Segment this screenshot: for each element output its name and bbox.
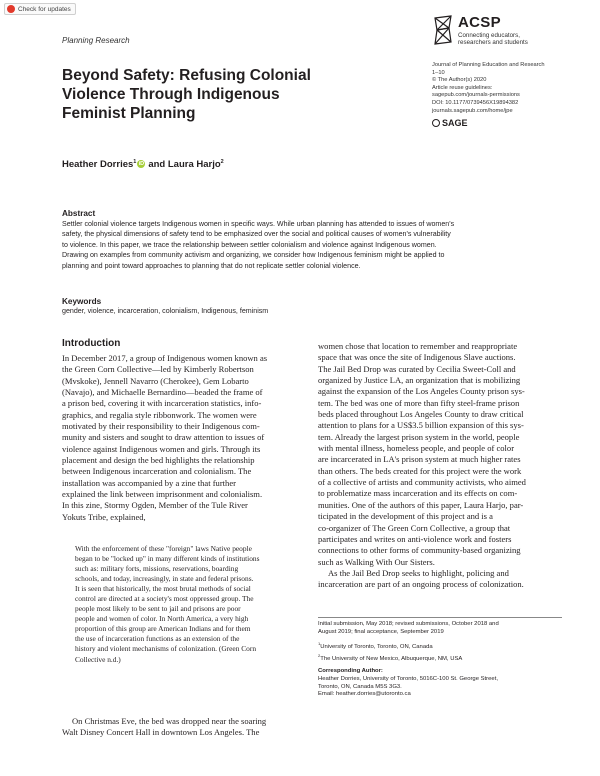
footnote-divider [318, 617, 562, 618]
body-line: space that was once the site of Indigenous Slave auctions. [318, 352, 516, 363]
body-line: participates and writes on anti-violence work and fosters [318, 533, 512, 544]
quote-line: proportion of this group are American Indians and for them [75, 624, 251, 634]
body-line: a prison bed, covering it with incarceration statistics, info- [62, 398, 262, 409]
abstract-line: safety, the physical dimensions of safety tend to be emphasized over the social and political causes of women's vulnerability [62, 230, 451, 239]
sage-logo [432, 118, 468, 128]
body-line: with mental illness, homeless people, and people of color [318, 443, 515, 454]
permissions-link[interactable]: sagepub.com/journals-permissions [432, 92, 520, 99]
body-line: than others. The beds created for this project were the work [318, 465, 522, 476]
title-line: Violence Through Indigenous [62, 86, 280, 103]
body-line: organized by Justice LA, an organization that is mobilizing [318, 375, 521, 386]
body-line: tem. Already the largest prison system in the world, people [318, 431, 520, 442]
affiliation-2-marker: 2 [318, 652, 321, 658]
abstract-line: Settler colonial violence targets Indigenous women in specific ways. While urban planning has attended to issues of women's [62, 220, 455, 228]
body-line: the Green Corn Collective—led by Kimberly Robertson [62, 364, 254, 375]
quote-line: history and violent mechanisms of colonization. (Green Corn [75, 644, 257, 654]
body-line: tem. The bed was one of more than fifty steel-frame prison [318, 397, 520, 408]
title-line: Beyond Safety: Refusing Colonial [62, 67, 311, 84]
body-line: against the expansion of the Los Angeles County prison sys- [318, 386, 525, 397]
right-column-paragraph [318, 341, 562, 591]
body-line: co-organizer of The Green Corn Collective, a group that [318, 522, 511, 533]
acsp-logo-icon [432, 14, 454, 46]
body-line: munity and sisters and sought to draw attention to issues of [62, 432, 265, 443]
abstract-line: Drawing on examples from community activism and organizing, we consider how Indigenous feminism might be applied to [62, 251, 445, 260]
title-line: Feminist Planning [62, 105, 196, 122]
abstract-heading: Abstract [62, 209, 96, 218]
submission-line: Initial submission, May 2018; revised submissions, October 2018 and [318, 621, 499, 627]
affiliation-1-marker: 1 [318, 641, 321, 647]
body-line: installation was accompanied by a zine that further [62, 477, 236, 488]
quote-line: such as: military forts, missions, reservations, boarding [75, 564, 239, 574]
authors [62, 159, 224, 170]
introduction-heading: Introduction [62, 338, 121, 349]
author-1-name: Heather Dorries [62, 159, 134, 170]
author-1-affiliation: 1 [133, 159, 137, 165]
body-line: graphics, and regalia style ribbonwork. The women were [62, 409, 257, 420]
corresponding-line: Toronto, ON, Canada M5S 3G3. [318, 683, 402, 690]
quote-line: With the enforcement of these "foreign" laws Native people [75, 544, 252, 553]
quote-line: Collective n.d.) [75, 654, 121, 664]
body-line: munities. One of the authors of this paper, Laura Harjo, par- [318, 499, 524, 510]
article-title [62, 66, 362, 123]
abstract-line: to violence. In this paper, we trace the relationship between settler colonialism and violence against Indigenous women. [62, 240, 437, 249]
abstract-line: planning and point toward approaches to planning that do not replicate settler colonial violence. [62, 261, 361, 270]
body-line: As the Jail Bed Drop seeks to highlight, policing and [328, 567, 509, 578]
sage-label: SAGE [442, 118, 468, 128]
left-column-paragraph [62, 353, 300, 523]
quote-line: It is seen that historically, the most brutal methods of social [75, 584, 251, 594]
acsp-name: ACSP [458, 14, 501, 31]
block-quote [75, 544, 299, 665]
quote-line: schools, and today, increasingly, in state and federal prisons. [75, 574, 254, 584]
body-line: beds placed throughout Los Angeles County to draw critical [318, 409, 524, 420]
doi[interactable]: DOI: 10.1177/0739456X19894382 [432, 99, 519, 106]
corresponding-line: Heather Dorries, University of Toronto, 5016C-100 St. George Street, [318, 675, 498, 682]
quote-line: people and women of color. In North America, a very high [75, 614, 249, 624]
affiliation-1 [318, 640, 562, 652]
body-line: of a collective of artists and community activists, who aimed [318, 477, 526, 488]
body-line: In December 2017, a group of Indigenous women known as [62, 353, 268, 363]
submission-line: August 2019; final acceptance, September 2019 [318, 628, 444, 635]
quote-line: people most likely to be sent to jail and prisons are poor [75, 604, 241, 614]
quote-line: control are directed at a society's most oppressed group. The [75, 594, 254, 604]
corresponding-author-heading: Corresponding Author: [318, 668, 383, 675]
acsp-tagline-2: researchers and students [458, 39, 528, 46]
check-for-updates-badge[interactable] [4, 3, 76, 15]
body-line: are incarcerated in LA's prison system at much higher rates [318, 454, 521, 465]
body-line: On Christmas Eve, the bed was dropped near the soaring [72, 716, 267, 726]
sage-ring-icon [432, 119, 440, 127]
author-2-affiliation: 2 [220, 159, 224, 165]
orcid-icon[interactable]: iD [138, 161, 145, 167]
journal-full-name: Journal of Planning Education and Research [432, 62, 545, 68]
body-line: motivated by their responsibility to their Indigenous com- [62, 421, 260, 432]
affiliation-1-text: University of Toronto, Toronto, ON, Canada [320, 644, 433, 651]
body-line: incarceration are part of an ongoing process of colonization. [318, 579, 524, 590]
check-updates-icon [7, 5, 15, 13]
quote-line: the use of incarceration functions as an extension of the [75, 634, 240, 644]
body-line: connections to other forms of community-based organizing [318, 545, 521, 556]
page-range: 1–10 [432, 69, 445, 76]
body-line: violence against Indigenous women and girls. Through its [62, 443, 261, 454]
body-line: Walt Disney Concert Hall in downtown Los Angeles. The [62, 727, 260, 738]
body-line: In this zine, Stormy Ogden, Member of the Tule River [62, 500, 248, 511]
reuse-guidelines-label: Article reuse guidelines: [432, 84, 493, 91]
body-line: (Mvskoke), Jennell Navarro (Cherokee), Gem Lobarto [62, 375, 249, 386]
body-line: such as Walking With Our Sisters. [318, 556, 435, 567]
journal-home-link[interactable]: journals.sagepub.com/home/jpe [432, 107, 513, 114]
abstract-text [62, 219, 558, 271]
body-line: Yokuts Tribe, explained, [62, 511, 146, 522]
acsp-logo [432, 14, 582, 56]
corresponding-email[interactable]: Email: heather.dorries@utoronto.ca [318, 691, 411, 698]
keywords-heading: Keywords [62, 297, 102, 306]
quote-line: began to be "locked up" in many different kinds of institutions [75, 554, 260, 564]
affiliation-2 [318, 652, 562, 664]
footnotes [318, 621, 562, 699]
left-column-paragraph-2 [62, 716, 300, 739]
body-line: placement and design the bed highlights the relationship [62, 455, 255, 466]
affiliation-2-text: The University of New Mexico, Albuquerque, NM, USA [320, 655, 463, 662]
copyright: © The Author(s) 2020 [432, 77, 487, 84]
body-line: between Indigenous incarceration and colonialism. The [62, 466, 252, 477]
body-line: ticipated in the development of this project and is a [318, 511, 493, 522]
publication-info [432, 62, 582, 115]
body-line: attention to plans for a US$3.5 billion expansion of this sys- [318, 420, 524, 431]
check-updates-label: Check for updates [18, 5, 71, 13]
journal-section-label: Planning Research [62, 36, 130, 45]
body-line: (Navajo), and Michaelle Bernardino—beaded the frame of [62, 387, 263, 398]
keywords-text: gender, violence, incarceration, colonialism, Indigenous, feminism [62, 307, 269, 315]
body-line: explained the link between imprisonment and colonialism. [62, 489, 263, 500]
author-2-name: and Laura Harjo [148, 159, 221, 170]
body-line: to problematize mass incarceration and its effects on com- [318, 488, 518, 499]
body-line: women chose that location to remember and reappropriate [318, 341, 518, 351]
acsp-tagline-1: Connecting educators, [458, 32, 520, 39]
body-line: The Jail Bed Drop was curated by Cecilia Sweet-Coll and [318, 363, 516, 374]
